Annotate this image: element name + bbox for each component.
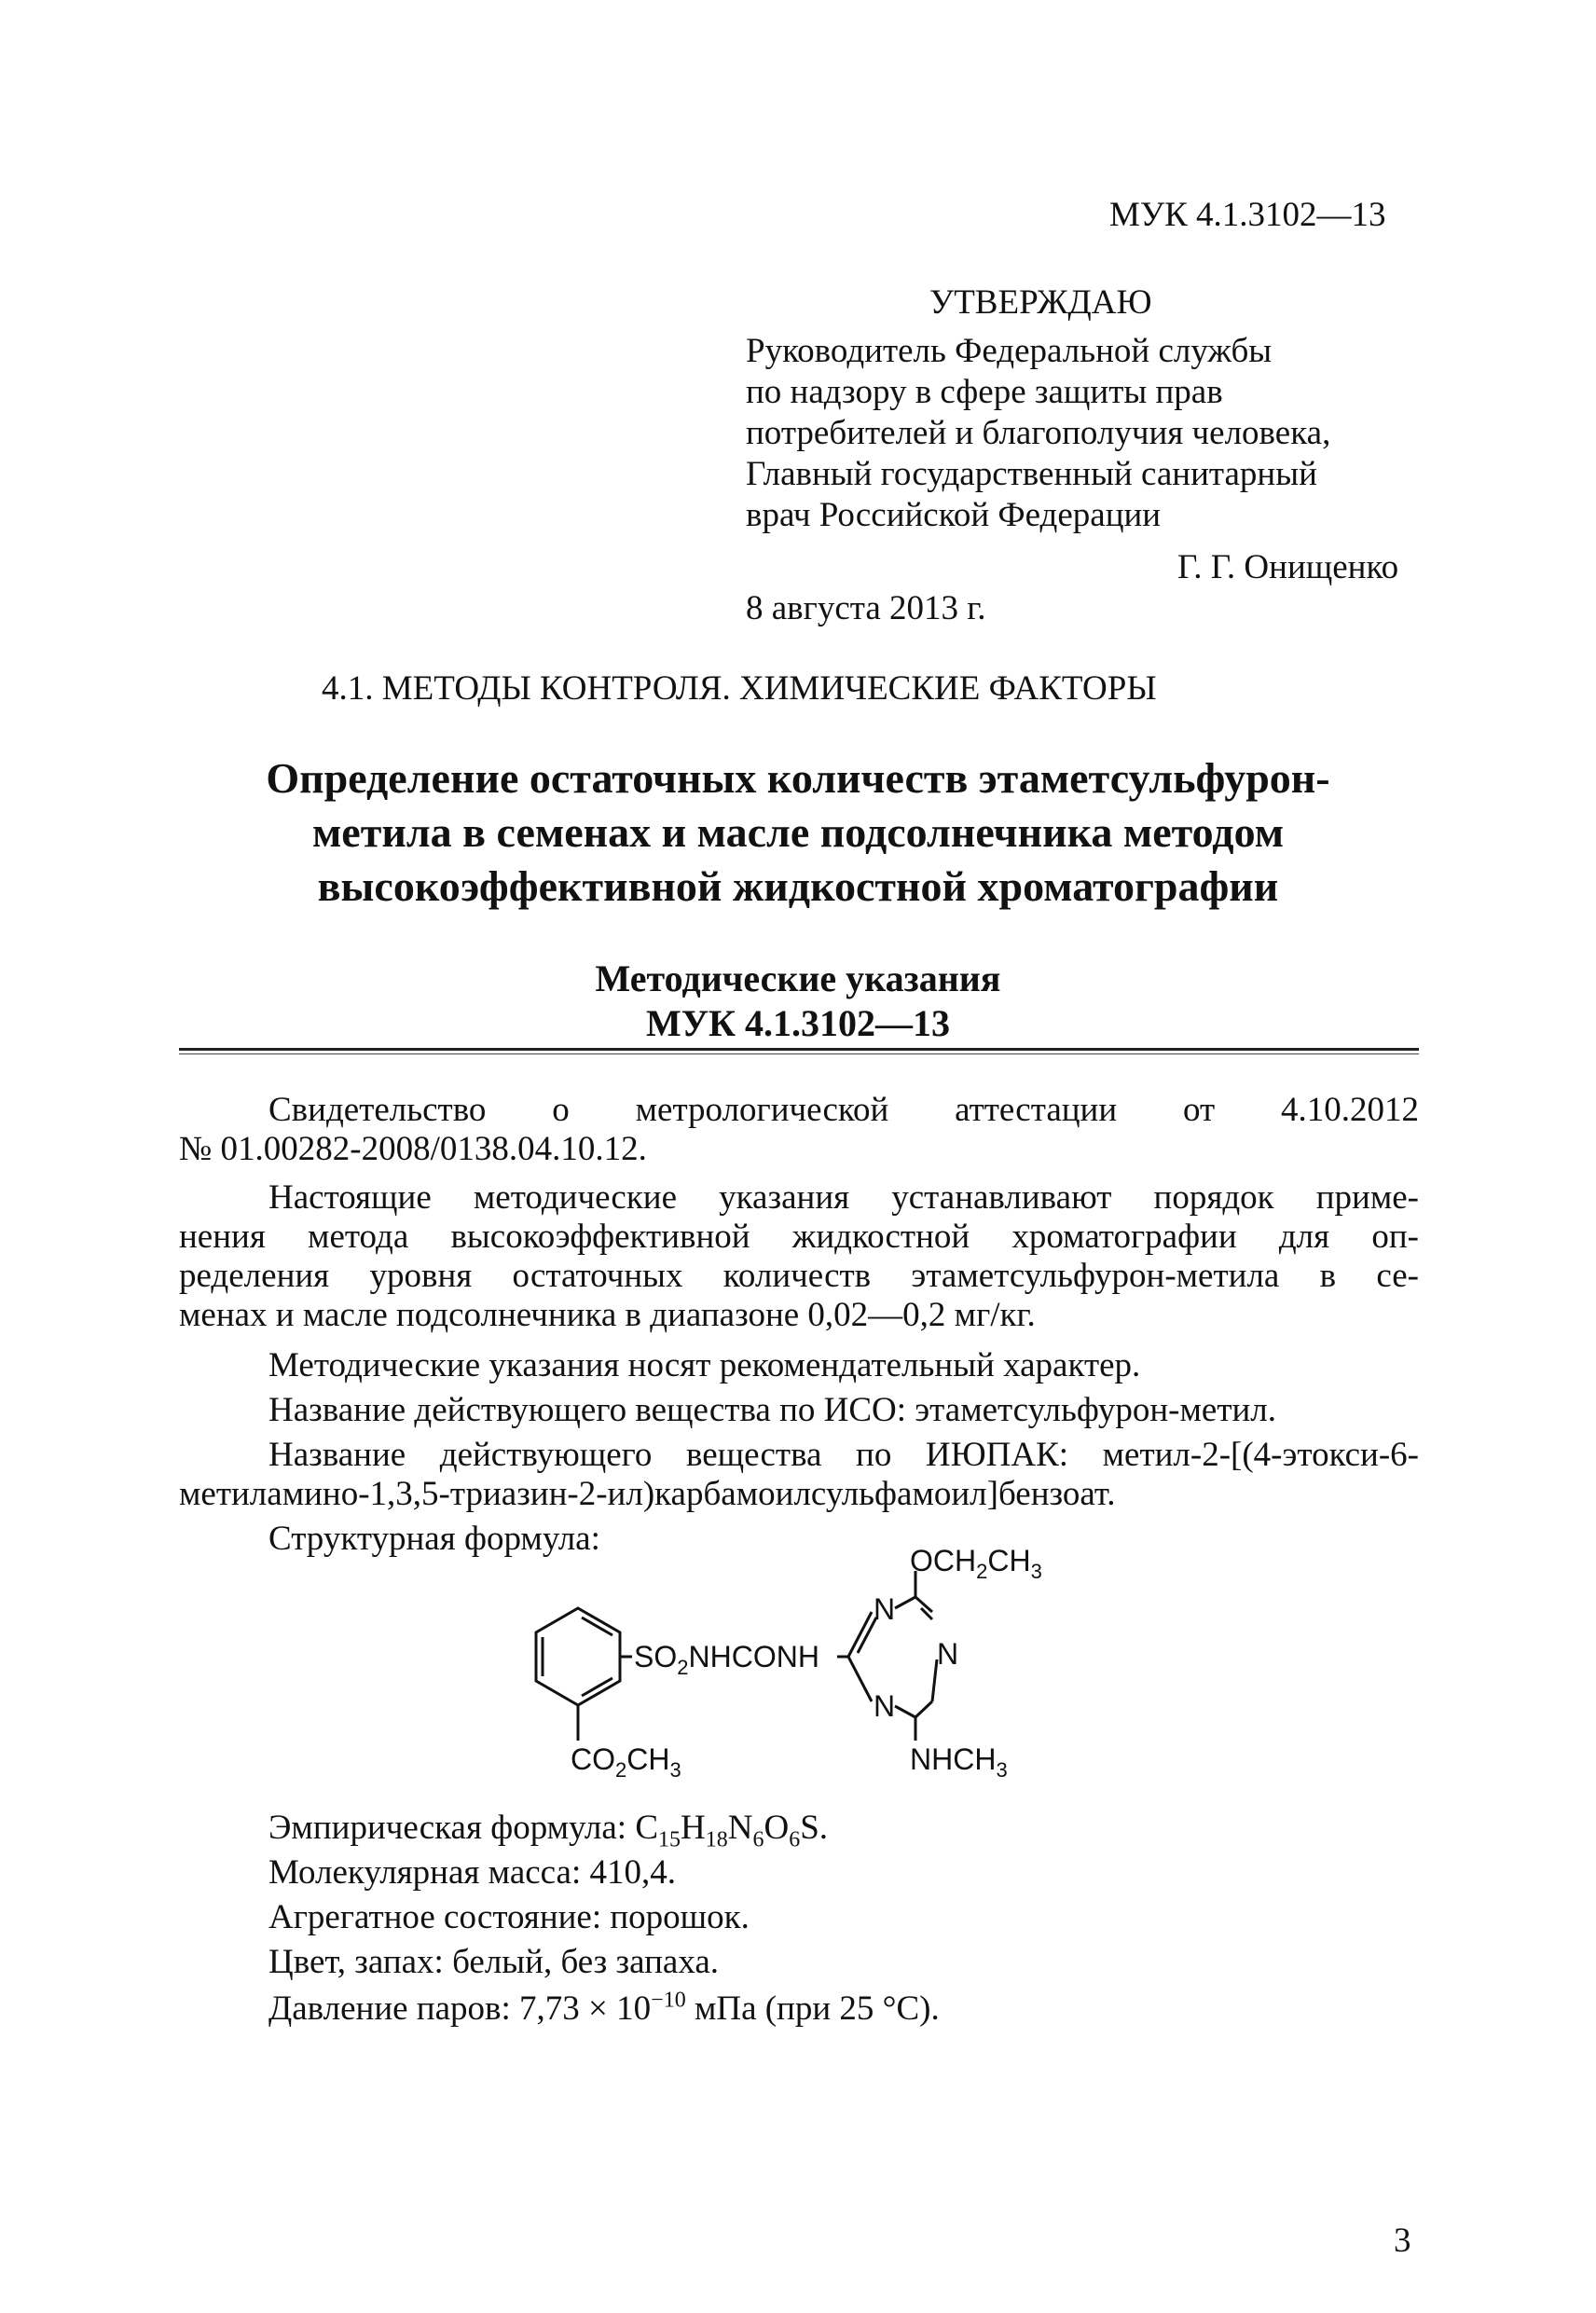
title-divider-thin	[179, 1053, 1419, 1054]
certificate-number: № 01.00282-2008/0138.04.10.12.	[179, 1130, 647, 1168]
certificate-line: Свидетельство о метрологической аттестации от 4.10.2012	[268, 1091, 1419, 1129]
advisory-note: Методические указания носят рекомендательный характер.	[268, 1346, 1141, 1384]
linker-label: $SO_2NHCONH$	[634, 1640, 819, 1679]
document-code: МУК 4.1.3102—13	[1109, 196, 1386, 234]
triazine-nitrogen: N	[937, 1637, 959, 1671]
molar-mass: Молекулярная масса: 410,4.	[268, 1853, 677, 1892]
iso-name: Название действующего вещества по ИСО: этаметсульфурон-метил.	[268, 1391, 1277, 1429]
ethoxy-label: $OCH_2CH_3$	[910, 1544, 1042, 1583]
document-title-line: высокоэффективной жидкостной хроматографии	[317, 862, 1279, 910]
approval-line: врач Российской Федерации	[746, 496, 1162, 534]
approval-title: УТВЕРЖДАЮ	[929, 283, 1152, 322]
vapor-pressure-exponent: −10	[651, 1988, 686, 2013]
iupac-name-line: метиламино-1,3,5-триазин-2-ил)карбамоилсульфамоил]бензоат.	[179, 1475, 1116, 1513]
approval-date: 8 августа 2013 г.	[746, 589, 986, 627]
empirical-formula	[268, 1809, 1508, 1852]
scope-line: нения метода высокоэффективной жидкостной хроматографии для оп-	[179, 1218, 1419, 1256]
subtitle-code: МУК 4.1.3102—13	[645, 1002, 951, 1044]
ester-label: $CO_2CH_3$	[571, 1742, 681, 1782]
methylamino-label: $NHCH_3$	[910, 1742, 1008, 1782]
approval-line: потребителей и благополучия человека,	[746, 414, 1331, 452]
scope-line: менах и масле подсолнечника в диапазоне 0,02—0,2 мг/кг.	[179, 1296, 1036, 1334]
vapor-pressure-prefix: Давление паров: 7,73 × 10	[268, 1989, 652, 2028]
page-number: 3	[1394, 2222, 1411, 2260]
scope-line: ределения уровня остаточных количеств этаметсульфурон-метила в се-	[179, 1257, 1419, 1295]
vapor-pressure-suffix: мПа (при 25 °С).	[685, 1989, 940, 2028]
structural-formula-label: Структурная формула:	[268, 1520, 600, 1558]
section-heading: 4.1. МЕТОДЫ КОНТРОЛЯ. ХИМИЧЕСКИЕ ФАКТОРЫ	[322, 669, 1157, 708]
aggregate-state: Агрегатное состояние: порошок.	[268, 1898, 750, 1936]
triazine-nitrogen: N	[874, 1689, 896, 1723]
approver-name: Г. Г. Онищенко	[1177, 548, 1399, 586]
empirical-formula-value: $C_{15}H_{18}N_6O_6S$.	[635, 1809, 829, 1852]
document-title-line: метила в семенах и масле подсолнечника методом	[311, 808, 1285, 856]
document-title-line: Определение остаточных количеств этаметсульфурон-	[266, 754, 1330, 802]
scope-line: Настоящие методические указания устанавливают порядок приме-	[268, 1178, 1419, 1217]
color-odor: Цвет, запах: белый, без запаха.	[268, 1943, 720, 1981]
subtitle-guidelines: Методические указания	[595, 957, 1001, 999]
approval-line: Главный государственный санитарный	[746, 455, 1317, 493]
empirical-formula-label: Эмпирическая формула:	[268, 1809, 636, 1847]
triazine-nitrogen: N	[874, 1592, 896, 1626]
title-divider	[179, 1048, 1419, 1051]
benzene-ring	[536, 1608, 620, 1705]
vapor-pressure	[268, 1988, 1508, 2028]
iupac-name-line: Название действующего вещества по ИЮПАК: метил-2-[(4-этокси-6-	[268, 1436, 1419, 1474]
approval-line: по надзору в сфере защиты прав	[746, 373, 1223, 411]
structural-formula-diagram	[466, 1543, 1175, 1790]
linker-text: SO	[634, 1640, 678, 1673]
approval-line: Руководитель Федеральной службы	[746, 332, 1273, 370]
